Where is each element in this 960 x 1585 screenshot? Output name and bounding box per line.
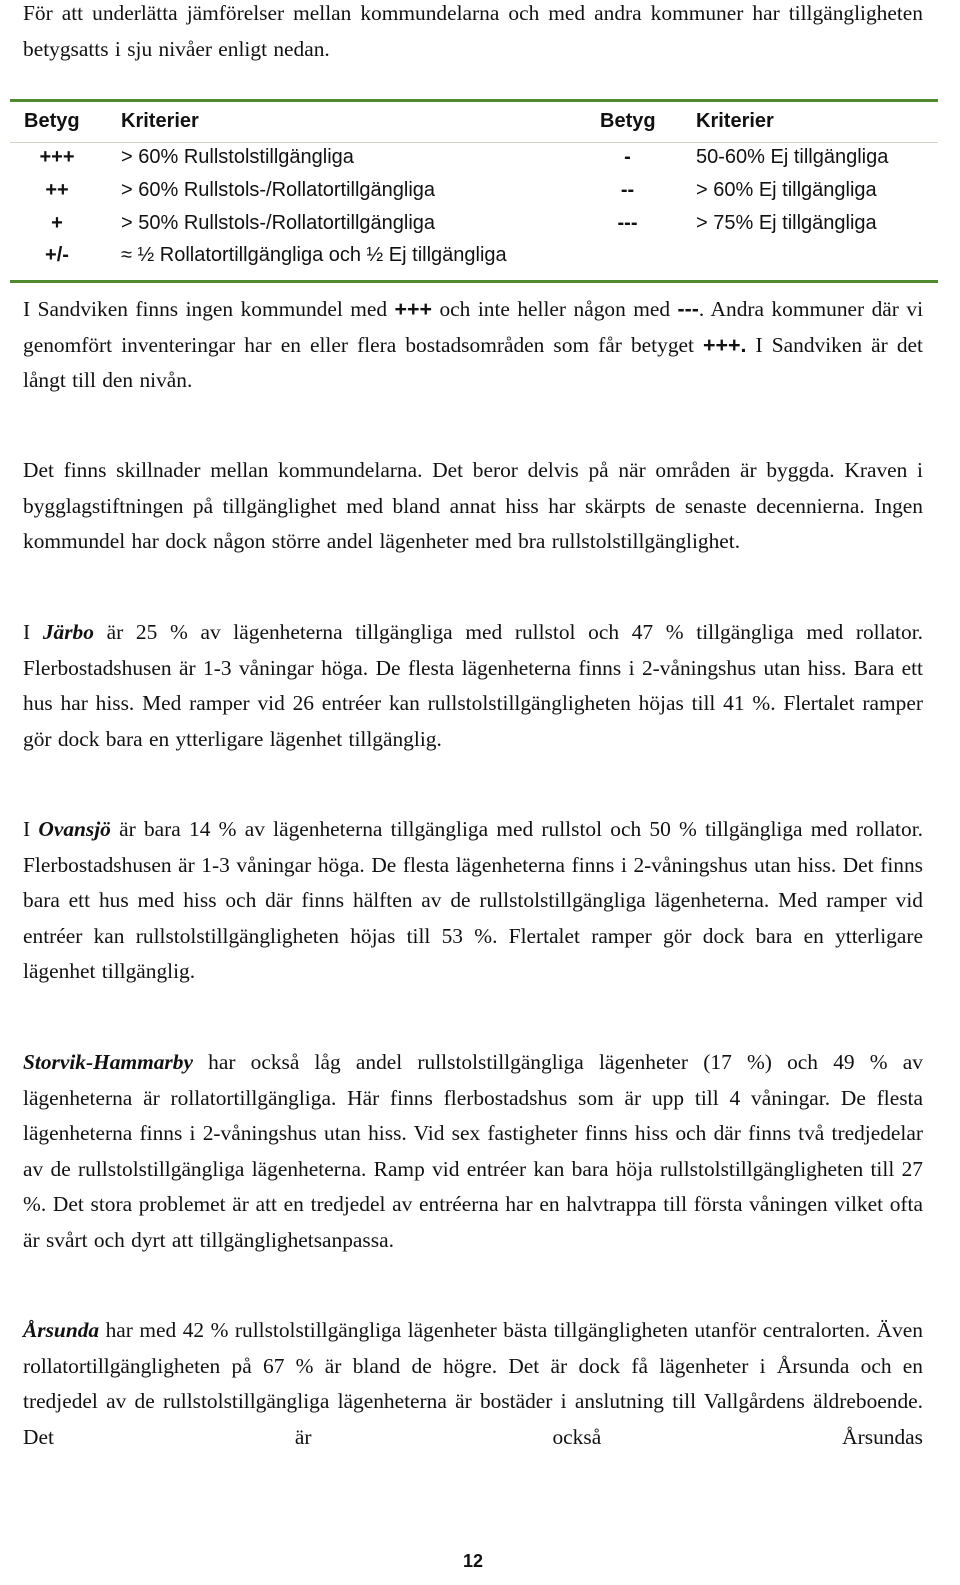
grade-cell: +/- xyxy=(45,244,69,266)
criteria-cell: > 60% Ej tillgängliga xyxy=(696,179,877,201)
place-name: Storvik-Hammarby xyxy=(23,1050,193,1074)
grade-cell: - xyxy=(624,146,631,168)
table-row xyxy=(10,176,938,209)
grade-cell: --- xyxy=(617,212,638,234)
header-betyg-2: Betyg xyxy=(600,110,656,132)
criteria-cell: > 60% Rullstols-/Rollatortillgängliga xyxy=(121,179,436,201)
place-name: Årsunda xyxy=(23,1318,100,1342)
intro-paragraph: För att underlätta jämförelser mellan kommundelarna och med andra kommuner har tillgängligheten betygsatts i sju nivåer enligt nedan. xyxy=(23,1,923,61)
header-kriterier-2: Kriterier xyxy=(696,110,774,132)
grade-cell: +++ xyxy=(39,146,75,168)
arsunda-paragraph xyxy=(23,1313,923,1455)
grade-symbol: +++. xyxy=(703,332,747,357)
ovansjo-pre: I xyxy=(23,817,39,841)
table-header xyxy=(10,102,938,143)
sandviken-text-a: I Sandviken finns ingen kommundel med xyxy=(23,297,395,321)
header-kriterier-1: Kriterier xyxy=(121,110,199,132)
sandviken-paragraph xyxy=(23,292,923,399)
criteria-cell: ≈ ½ Rollatortillgängliga och ½ Ej tillgängliga xyxy=(121,244,507,266)
sandviken-text-d: I Sandviken är det långt till den nivån. xyxy=(23,332,923,393)
page-number: 12 xyxy=(462,1551,484,1571)
criteria-cell: 50-60% Ej tillgängliga xyxy=(696,146,889,168)
grade-cell: -- xyxy=(620,179,635,201)
criteria-cell: > 60% Rullstolstillgängliga xyxy=(121,146,354,168)
place-name: Ovansjö xyxy=(38,817,111,841)
criteria-cell: > 50% Rullstols-/Rollatortillgängliga xyxy=(121,212,436,234)
sandviken-text-b: och inte heller någon med xyxy=(432,297,678,321)
grade-cell: + xyxy=(51,212,63,234)
place-name: Järbo xyxy=(42,620,94,644)
jarbo-paragraph xyxy=(23,615,923,757)
criteria-cell: > 75% Ej tillgängliga xyxy=(696,212,877,234)
grade-symbol: +++ xyxy=(394,297,433,321)
header-betyg-1: Betyg xyxy=(24,110,80,132)
rating-table xyxy=(10,99,938,283)
grade-cell: ++ xyxy=(45,179,69,201)
grade-symbol: --- xyxy=(677,297,699,321)
ovansjo-paragraph xyxy=(23,812,923,990)
storvik-paragraph xyxy=(23,1045,923,1259)
table-row xyxy=(10,209,938,242)
differences-paragraph: Det finns skillnader mellan kommundelarna. Det beror delvis på när områden är byggda. Kraven i bygglagstiftningen på tillgänglighet med bland annat hiss har skärpts de senaste decennierna. Ingen kommundel har dock någon större andel lägenheter med bra rullstolstillgänglighet. xyxy=(23,458,923,554)
storvik-text: har också låg andel rullstolstillgängliga lägenheter (17 %) och 49 % av lägenheterna är rollatortillgängliga. Här finns flerbostadshus som är upp till 4 våningar. De flesta lägenheterna finns i 2-våningshus utan hiss. Vid sex fastigheter finns hiss och där finns två tredjedelar av de rullstolstillgängliga lägenheterna. Ramp vid entréer kan bara höja rullstolstillgängligheten till 27 %. Det stora problemet är att en tredjedel av entréerna har en halvtrappa till första våningen vilket ofta är svårt och dyrt att tillgänglighetsanpassa. xyxy=(23,1050,923,1252)
table-row xyxy=(10,242,938,280)
table-row xyxy=(10,143,938,176)
sandviken-text-c: . Andra kommuner där vi genomfört inventeringar har en eller flera bostadsområden som får betyget xyxy=(23,297,924,357)
jarbo-pre: I xyxy=(23,620,43,644)
jarbo-text: är 25 % av lägenheterna tillgängliga med rullstol och 47 % tillgängliga med rollator. Flerbostadshusen är 1-3 våningar höga. De flesta lägenheterna finns i 2-våningshus utan hiss. Bara ett hus har hiss. Med ramper vid 26 entréer kan rullstolstillgängligheten höjas till 41 %. Flertalet ramper gör dock bara en ytterligare lägenhet tillgänglig. xyxy=(23,620,923,751)
ovansjo-text: är bara 14 % av lägenheterna tillgängliga med rullstol och 50 % tillgängliga med rollator. Flerbostadshusen är 1-3 våningar höga. De flesta lägenheterna finns i 2-våningshus utan hiss. Det finns bara ett hus med hiss och där finns hälften av de rullstolstillgängliga lägenheterna. Med ramper vid entréer kan rullstolstillgängligheten höjas till 53 %. Flertalet ramper gör dock bara en ytterligare lägenhet tillgänglig. xyxy=(23,817,923,984)
arsunda-text: har med 42 % rullstolstillgängliga lägenheter bästa tillgängligheten utanför centralorten. Även rollatortillgängligheten på 67 % är bland de högre. Det är dock få lägenheter i Årsunda och en tredjedel av de rullstolstillgängliga lägenheterna är bostäder i anslutning till Vallgårdens äldreboende. Det är också Årsundas xyxy=(23,1318,923,1449)
